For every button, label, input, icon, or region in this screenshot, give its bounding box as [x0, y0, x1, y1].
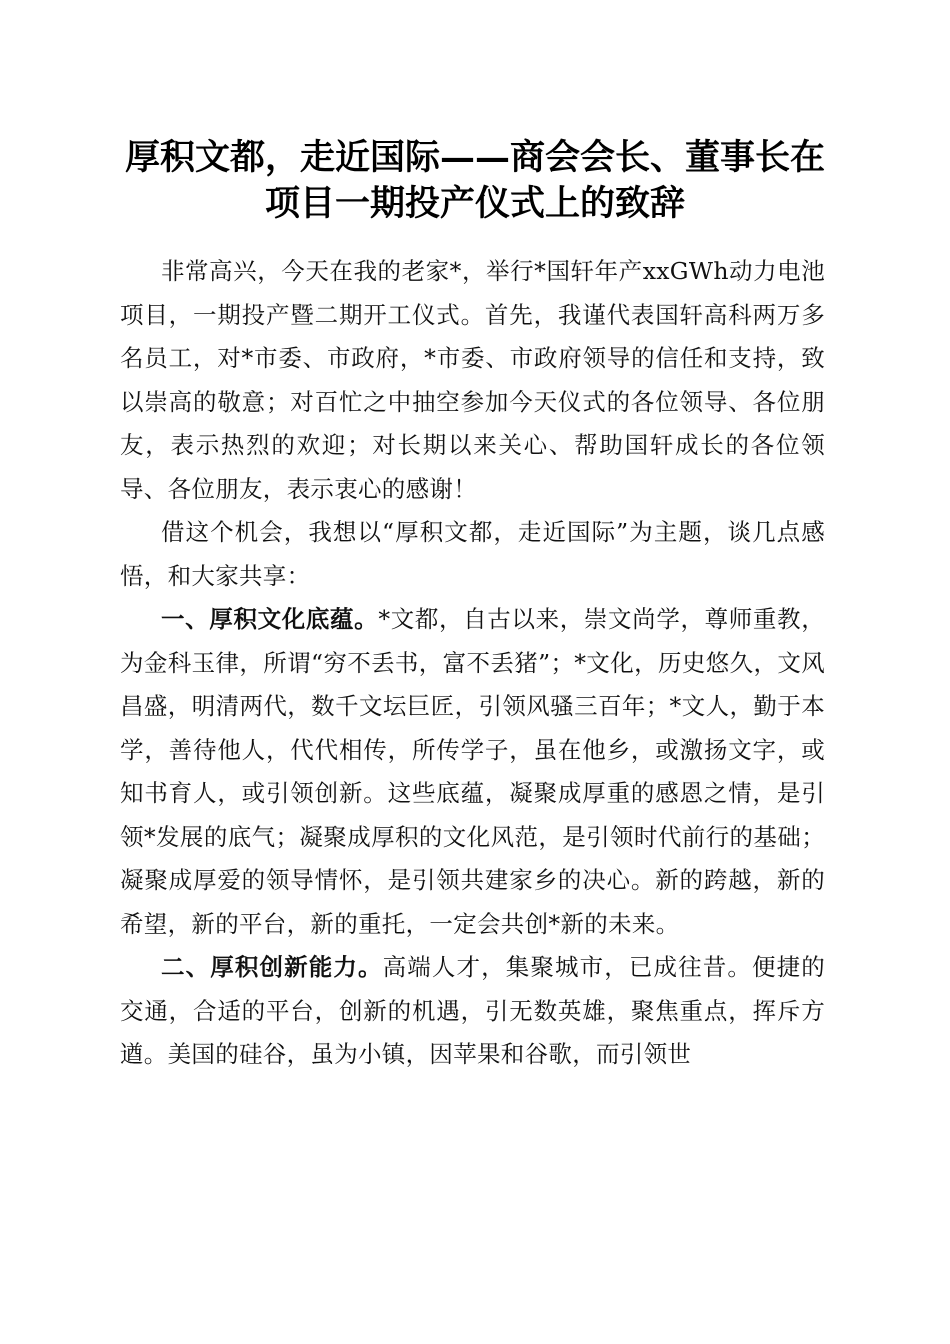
paragraph-3: [120, 598, 825, 946]
section-heading-2: 二、厚积创新能力。: [161, 953, 383, 981]
section-heading-1: 一、厚积文化底蕴。: [161, 605, 379, 633]
title-line-2: 项目一期投产仪式上的致辞: [264, 183, 685, 224]
section-text-1: *文都，自古以来，崇文尚学，尊师重教，为金科玉律，所谓“穷不丢书，富不丢猪”；*文化，历史悠久，文风昌盛，明清两代，数千文坛巨匠，引领风骚三百年；*文人，勤于本学，善待他人，代代相传，所传学子，虽在他乡，或激扬文字，或知书育人，或引领创新。这些底蕴，凝聚成厚重的感恩之情，是引领*发展的底气；凝聚成厚积的文化风范，是引领时代前行的基础；凝聚成厚爱的领导情怀，是引领共建家乡的决心。新的跨越，新的希望，新的平台，新的重托，一定会共创*新的未来。: [120, 605, 826, 938]
title-line-1: 厚积文都，走近国际——商会会长、董事长在: [124, 137, 825, 178]
section-text-2: 高端人才，集聚城市，已成往昔。便捷的交通，合适的平台，创新的机遇，引无数英雄，聚焦重点，挥斥方遒。美国的硅谷，虽为小镇，因苹果和谷歌，而引领世: [120, 953, 825, 1068]
document-body: [120, 250, 825, 1077]
paragraph-2: 借这个机会，我想以“厚积文都，走近国际”为主题，谈几点感悟，和大家共享：: [120, 518, 825, 590]
paragraph-4: [120, 946, 825, 1077]
document-title: [100, 135, 850, 227]
paragraph-1: 非常高兴，今天在我的老家*，举行*国轩年产xxGWh动力电池项目，一期投产暨二期开工仪式。首先，我谨代表国轩高科两万多名员工，对*市委、市政府，*市委、市政府领导的信任和支持，致以崇高的敬意；对百忙之中抽空参加今天仪式的各位领导、各位朋友，表示热烈的欢迎；对长期以来关心、帮助国轩成长的各位领导、各位朋友，表示衷心的感谢！: [120, 257, 825, 503]
